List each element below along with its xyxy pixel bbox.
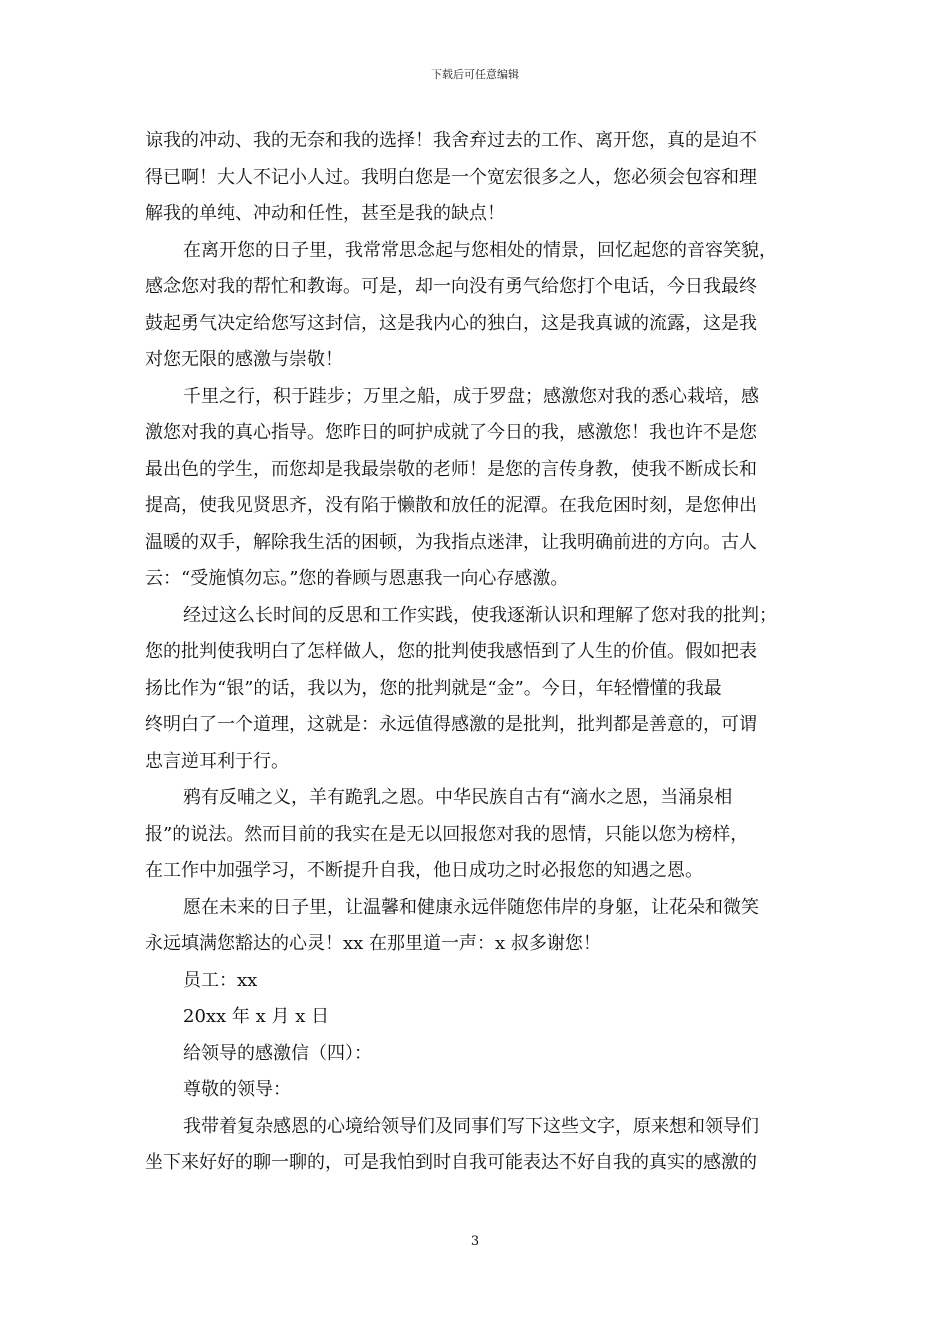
body-line: 在工作中加强学习，不断提升自我，他日成功之时必报您的知遇之恩。	[145, 860, 703, 881]
document-body	[145, 123, 813, 1182]
paragraph-first-line: 鸦有反哺之义，羊有跪乳之恩。中华民族自古有“滴水之恩，当涌泉相	[183, 787, 733, 808]
paragraph-first-line: 在离开您的日子里，我常常思念起与您相处的情景，回忆起您的音容笑貌，	[183, 239, 777, 261]
body-line: 提高，使我见贤思齐，没有陷于懒散和放任的泥潭。在我危困时刻，是您伸出	[145, 495, 757, 516]
body-line: 最出色的学生，而您却是我最崇敬的老师！是您的言传身教，使我不断成长和	[145, 458, 757, 480]
body-line: 感念您对我的帮忙和教诲。可是，却一向没有勇气给您打个电话，今日我最终	[145, 276, 757, 297]
body-line: 终明白了一个道理，这就是：永远值得感激的是批判，批判都是善意的，可谓	[145, 714, 757, 735]
body-line: 鼓起勇气决定给您写这封信，这是我内心的独白，这是我真诚的流露，这是我	[145, 312, 757, 334]
body-line: 扬比作为“银”的话，我以为，您的批判就是“金”。今日，年轻懵懂的我最	[145, 677, 722, 699]
paragraph-first-line: 我带着复杂感恩的心境给领导们及同事们写下这些文字，原来想和领导们	[183, 1115, 759, 1137]
body-line: 坐下来好好的聊一聊的，可是我怕到时自我可能表达不好自我的真实的感激的	[145, 1152, 757, 1173]
page-number: 3	[470, 1234, 480, 1249]
body-line: 解我的单纯、冲动和任性，甚至是我的缺点！	[145, 203, 505, 224]
body-line: 报”的说法。然而目前的我实在是无以回报您对我的恩情，只能以您为榜样，	[145, 823, 749, 845]
body-line: 您的批判使我明白了怎样做人，您的批判使我感悟到了人生的价值。假如把表	[145, 641, 757, 662]
body-line: 得已啊！大人不记小人过。我明白您是一个宽宏很多之人，您必须会包容和理	[145, 166, 757, 188]
paragraph-first-line: 愿在未来的日子里，让温馨和健康永远伴随您伟岸的身躯，让花朵和微笑	[183, 896, 759, 918]
body-line: 忠言逆耳利于行。	[145, 750, 289, 772]
page-header: 下载后可任意编辑	[431, 68, 519, 81]
signature-line: 员工：xx	[183, 969, 258, 991]
body-line: 谅我的冲动、我的无奈和我的选择！我舍弃过去的工作、离开您，真的是迫不	[145, 130, 757, 151]
body-line: 温暖的双手，解除我生活的困顿，为我指点迷津，让我明确前进的方向。古人	[145, 531, 757, 553]
body-line: 永远填满您豁达的心灵！xx 在那里道一声：x 叔多谢您！	[145, 933, 601, 954]
salutation: 尊敬的领导：	[183, 1079, 291, 1100]
body-line: 对您无限的感激与崇敬！	[145, 349, 343, 370]
body-line: 激您对我的真心指导。您昨日的呵护成就了今日的我，感激您！我也许不是您	[145, 422, 757, 443]
date-line: 20xx 年 x 月 x 日	[183, 1006, 330, 1027]
body-line: 云：“受施慎勿忘。”您的眷顾与恩惠我一向心存感激。	[145, 568, 569, 589]
paragraph-first-line: 经过这么长时间的反思和工作实践，使我逐渐认识和理解了您对我的批判；	[183, 604, 777, 626]
paragraph-first-line: 千里之行，积于跬步；万里之船，成于罗盘；感激您对我的悉心栽培，感	[183, 385, 759, 407]
section-title: 给领导的感激信（四）：	[183, 1042, 372, 1064]
